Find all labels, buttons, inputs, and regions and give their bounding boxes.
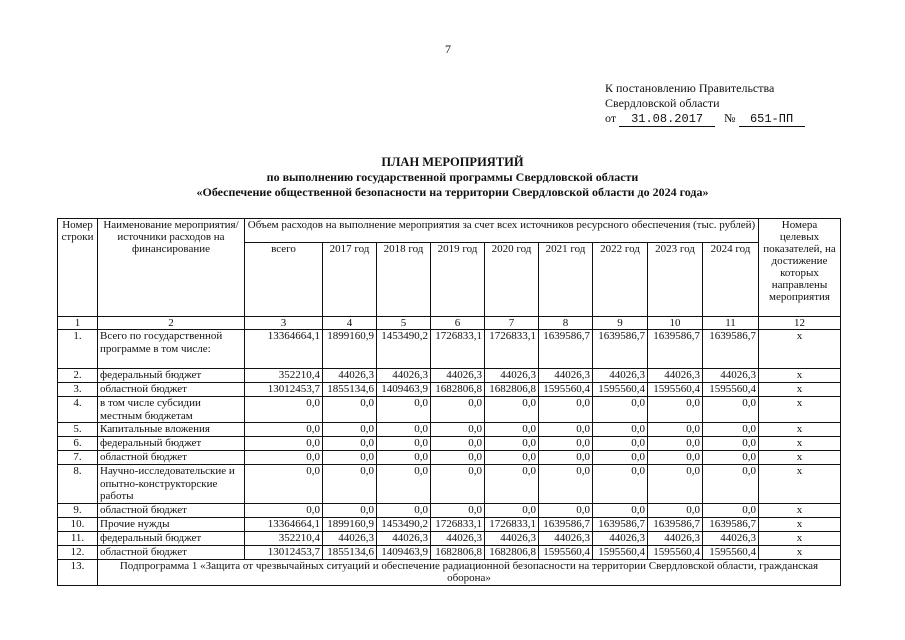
row-year-value: 0,0 [377,451,431,465]
row-year-value: 0,0 [377,465,431,504]
ref-date: 31.08.2017 [619,113,715,127]
column-number: 6 [431,317,485,330]
row-year-value: 1639586,7 [648,517,703,531]
row-year-value: 1639586,7 [703,330,759,369]
row-year-value: 0,0 [539,423,593,437]
header-year: 2019 год [431,243,485,317]
table-row [58,423,841,437]
row-year-value: 1726833,1 [485,330,539,369]
row-year-value: 44026,3 [539,369,593,383]
row-year-value: 1682806,8 [485,545,539,559]
row-total: 352210,4 [245,369,323,383]
row-name: федеральный бюджет [98,437,245,451]
row-year-value: 0,0 [431,451,485,465]
row-year-value: 1855134,6 [323,545,377,559]
header-total: всего [245,243,323,317]
row-year-value: 0,0 [431,465,485,504]
row-year-value: 44026,3 [323,531,377,545]
row-year-value: 0,0 [648,397,703,423]
row-year-value: 1682806,8 [431,545,485,559]
row-year-value: 1639586,7 [539,517,593,531]
row-indicator: х [759,423,841,437]
row-year-value: 1595560,4 [593,383,648,397]
header-year: 2021 год [539,243,593,317]
row-total: 13364664,1 [245,517,323,531]
row-year-value: 44026,3 [431,531,485,545]
column-number: 2 [98,317,245,330]
row-year-value: 1595560,4 [539,545,593,559]
row-number: 1. [58,330,98,369]
title-line-2: по выполнению государственной программы Свердловской области [266,170,639,184]
row-year-value: 1639586,7 [593,330,648,369]
row-year-value: 0,0 [377,423,431,437]
row-year-value: 1639586,7 [648,330,703,369]
row-year-value: 0,0 [703,423,759,437]
table-row [58,451,841,465]
row-number: 8. [58,465,98,504]
row-indicator: х [759,330,841,369]
row-number: 9. [58,503,98,517]
row-number: 4. [58,397,98,423]
row-year-value: 1453490,2 [377,517,431,531]
row-total: 13012453,7 [245,545,323,559]
row-year-value: 0,0 [593,423,648,437]
row-total: 13364664,1 [245,330,323,369]
row-total: 0,0 [245,397,323,423]
row-year-value: 0,0 [648,503,703,517]
header-year: 2022 год [593,243,648,317]
row-year-value: 0,0 [539,437,593,451]
row-year-value: 0,0 [323,397,377,423]
ref-line-2: Свердловской области [605,96,720,110]
row-indicator: х [759,531,841,545]
header-indicators: Номера целевых показателей, на достижение которых направлены мероприятия [759,219,841,317]
row-number: 11. [58,531,98,545]
row-year-value: 0,0 [431,437,485,451]
document-title [0,155,905,200]
subprogram-row-number: 13. [58,559,98,585]
row-total: 0,0 [245,465,323,504]
row-total: 13012453,7 [245,383,323,397]
row-year-value: 0,0 [703,437,759,451]
row-total: 352210,4 [245,531,323,545]
page-number: 7 [445,42,451,56]
row-year-value: 1595560,4 [703,383,759,397]
row-year-value: 1595560,4 [539,383,593,397]
row-indicator: х [759,383,841,397]
row-year-value: 0,0 [703,465,759,504]
row-year-value: 44026,3 [703,531,759,545]
row-year-value: 0,0 [539,397,593,423]
row-number: 10. [58,517,98,531]
row-year-value: 1855134,6 [323,383,377,397]
row-year-value: 1899160,9 [323,330,377,369]
header-year: 2017 год [323,243,377,317]
table-header [58,219,841,330]
row-name: федеральный бюджет [98,531,245,545]
row-year-value: 44026,3 [593,369,648,383]
row-indicator: х [759,517,841,531]
row-year-value: 44026,3 [648,531,703,545]
row-year-value: 1595560,4 [593,545,648,559]
column-number: 5 [377,317,431,330]
table-row [58,383,841,397]
row-year-value: 0,0 [593,397,648,423]
column-number: 8 [539,317,593,330]
row-year-value: 44026,3 [431,369,485,383]
row-year-value: 1595560,4 [703,545,759,559]
row-year-value: 0,0 [377,437,431,451]
row-name: областной бюджет [98,503,245,517]
row-indicator: х [759,397,841,423]
row-year-value: 0,0 [703,397,759,423]
row-indicator: х [759,451,841,465]
column-number: 4 [323,317,377,330]
row-year-value: 44026,3 [485,369,539,383]
row-year-value: 0,0 [539,465,593,504]
row-indicator: х [759,545,841,559]
table-subprogram [58,559,841,585]
row-year-value: 1409463,9 [377,383,431,397]
row-name: в том числе субсидии местным бюджетам [98,397,245,423]
row-year-value: 44026,3 [323,369,377,383]
row-year-value: 0,0 [323,437,377,451]
row-year-value: 0,0 [485,451,539,465]
row-year-value: 44026,3 [377,531,431,545]
table-row [58,545,841,559]
header-year: 2020 год [485,243,539,317]
row-year-value: 0,0 [377,397,431,423]
row-year-value: 0,0 [431,503,485,517]
row-year-value: 0,0 [485,437,539,451]
row-number: 3. [58,383,98,397]
row-year-value: 1899160,9 [323,517,377,531]
row-year-value: 0,0 [539,503,593,517]
row-name: областной бюджет [98,451,245,465]
row-year-value: 1595560,4 [648,545,703,559]
row-year-value: 0,0 [648,423,703,437]
table-row [58,330,841,369]
header-year: 2024 год [703,243,759,317]
row-year-value: 44026,3 [703,369,759,383]
row-year-value: 1682806,8 [485,383,539,397]
row-number: 7. [58,451,98,465]
row-year-value: 0,0 [648,437,703,451]
row-number: 2. [58,369,98,383]
table-row [58,517,841,531]
row-year-value: 0,0 [323,503,377,517]
row-year-value: 0,0 [323,451,377,465]
ref-from-label: от [605,111,617,125]
row-year-value: 1682806,8 [431,383,485,397]
row-name: Прочие нужды [98,517,245,531]
plan-table [57,218,841,586]
row-indicator: х [759,503,841,517]
row-name: Всего по государственной программе в том числе: [98,330,245,369]
row-total: 0,0 [245,423,323,437]
row-name: областной бюджет [98,383,245,397]
row-number: 6. [58,437,98,451]
row-year-value: 0,0 [323,423,377,437]
title-line-1: ПЛАН МЕРОПРИЯТИЙ [381,155,524,169]
column-number: 12 [759,317,841,330]
row-year-value: 44026,3 [593,531,648,545]
table-row [58,369,841,383]
row-year-value: 44026,3 [539,531,593,545]
row-year-value: 0,0 [431,423,485,437]
row-year-value: 0,0 [703,451,759,465]
row-year-value: 0,0 [377,503,431,517]
row-year-value: 0,0 [593,503,648,517]
subprogram-title: Подпрограмма 1 «Защита от чрезвычайных ситуаций и обеспечение радиационной безопасности на территории Свердловской области, гражданская оборона» [98,559,841,585]
row-year-value: 1595560,4 [648,383,703,397]
column-number: 1 [58,317,98,330]
row-total: 0,0 [245,503,323,517]
row-year-value: 1639586,7 [593,517,648,531]
row-year-value: 0,0 [485,465,539,504]
header-row-number: Номер строки [58,219,98,317]
column-number: 9 [593,317,648,330]
ref-number: 651-ПП [739,113,805,127]
row-indicator: х [759,369,841,383]
header-name: Наименование мероприятия/ источники расходов на финансирование [98,219,245,317]
row-year-value: 1409463,9 [377,545,431,559]
row-year-value: 0,0 [323,465,377,504]
header-year: 2023 год [648,243,703,317]
row-number: 5. [58,423,98,437]
row-year-value: 0,0 [431,397,485,423]
row-year-value: 1726833,1 [431,517,485,531]
row-indicator: х [759,437,841,451]
ref-no-label: № [724,111,736,125]
row-year-value: 0,0 [593,437,648,451]
row-name: областной бюджет [98,545,245,559]
title-line-3: «Обеспечение общественной безопасности на территории Свердловской области до 2024 года» [196,185,709,199]
ref-line-3 [605,111,805,127]
column-number: 11 [703,317,759,330]
row-year-value: 44026,3 [377,369,431,383]
row-year-value: 0,0 [703,503,759,517]
row-indicator: х [759,465,841,504]
row-year-value: 1639586,7 [539,330,593,369]
row-year-value: 44026,3 [648,369,703,383]
row-year-value: 0,0 [485,503,539,517]
row-total: 0,0 [245,437,323,451]
row-year-value: 0,0 [648,465,703,504]
row-year-value: 1453490,2 [377,330,431,369]
table-row [58,531,841,545]
row-year-value: 0,0 [485,397,539,423]
row-name: Научно-исследовательские и опытно-конструкторские работы [98,465,245,504]
ref-line-1: К постановлению Правительства [605,81,775,95]
column-number: 10 [648,317,703,330]
row-name: Капитальные вложения [98,423,245,437]
row-total: 0,0 [245,451,323,465]
column-number: 3 [245,317,323,330]
row-year-value: 0,0 [539,451,593,465]
column-number: 7 [485,317,539,330]
table-row [58,465,841,504]
table-body [58,330,841,560]
row-year-value: 1639586,7 [703,517,759,531]
header-year: 2018 год [377,243,431,317]
header-volume: Объем расходов на выполнение мероприятия за счет всех источников ресурсного обеспечения (тыс. рублей) [245,219,759,243]
table-row [58,503,841,517]
row-year-value: 0,0 [485,423,539,437]
row-year-value: 1726833,1 [431,330,485,369]
header-reference [605,81,805,127]
row-year-value: 0,0 [648,451,703,465]
row-name: федеральный бюджет [98,369,245,383]
row-year-value: 44026,3 [485,531,539,545]
table-row [58,397,841,423]
row-number: 12. [58,545,98,559]
table-row [58,437,841,451]
row-year-value: 0,0 [593,451,648,465]
row-year-value: 0,0 [593,465,648,504]
row-year-value: 1726833,1 [485,517,539,531]
